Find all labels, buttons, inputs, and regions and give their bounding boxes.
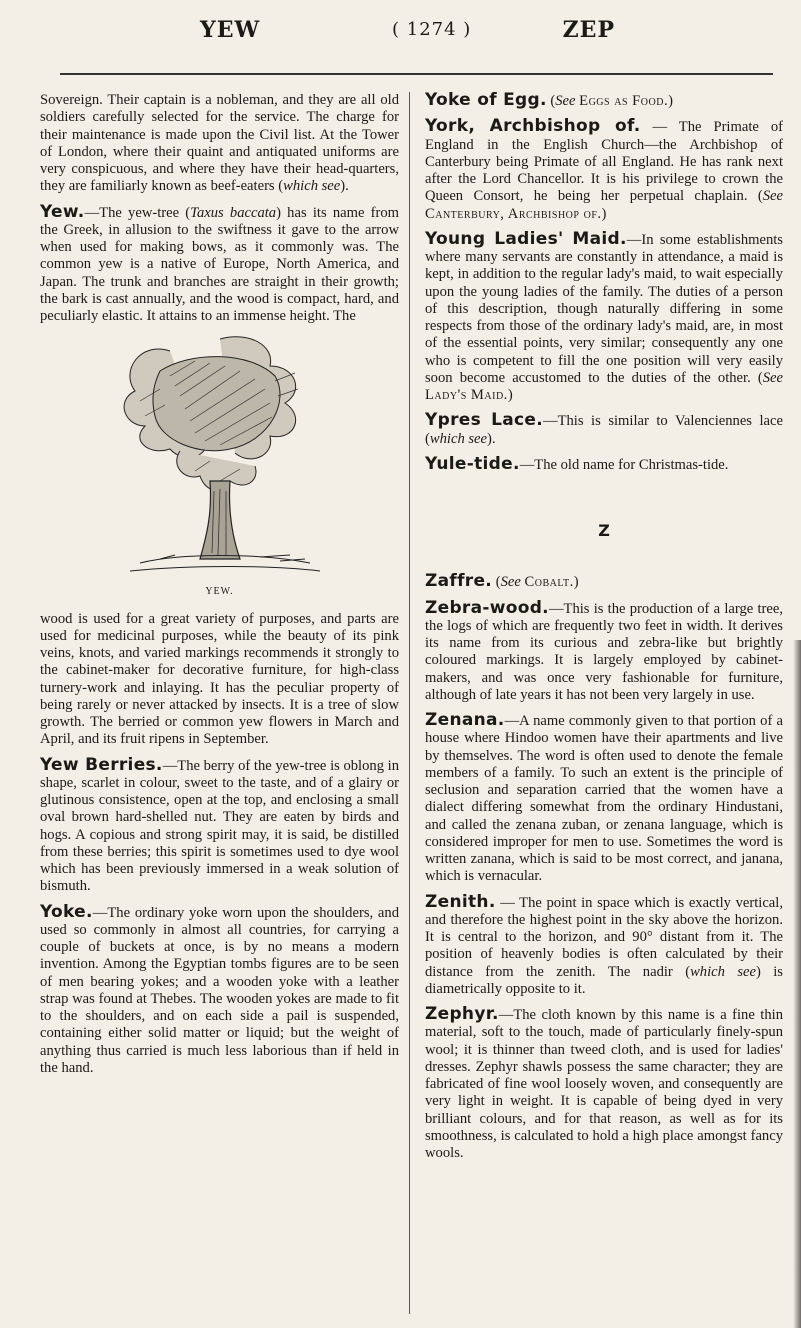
entry-yoke <box>40 901 399 1078</box>
headword-yew-berries: Yew Berries. <box>40 754 163 775</box>
header-rule <box>60 73 773 75</box>
headword-zebra-wood: Zebra-wood. <box>425 597 549 618</box>
entry-zebra-wood <box>425 597 783 705</box>
entry-young-ladies-maid: Young Ladies' Maid.—In some establishments where many servants are constantly in attendance, a maid is kept, in addition to the regular lady's maid, to wait especially upon the young ladies of the family. The duties of a person of this description, though naturally differing in some respects from those of the ordinary lady's maid, are, in most of the essential points, very similar; consequently any one who is competent to fill the one position will very easily soon become accustomed to the duties of the other. (See Lady's Maid.) <box>425 228 784 403</box>
york-text: — The Primate of England in the English Church—the Archbishop of Canterbury being Primate of all England. He has rank next after the Lord Chancellor. It is his privilege to crown the Queen Consort, he being her perpetual chaplain. <box>425 119 783 205</box>
entry-zenith <box>425 891 783 999</box>
headword-yoke-of-egg: Yoke of Egg. <box>425 90 547 110</box>
cross-ref: Eggs as Food. <box>579 93 669 109</box>
cross-ref-italic: which see <box>283 178 341 195</box>
header-right-word: ZEP <box>562 17 615 43</box>
entry-continuation <box>40 92 399 196</box>
figure-caption: YEW. <box>205 586 234 598</box>
left-column <box>40 92 399 1085</box>
headword-york: York, Archbishop of. <box>425 116 641 137</box>
headword-zephyr: Zephyr. <box>425 1004 499 1024</box>
headword-yew: Yew. <box>40 201 85 222</box>
entry-zaffre: Zaffre. (See Cobalt.) <box>425 571 579 592</box>
headword-ypres-lace: Ypres Lace. <box>425 410 543 431</box>
young-ladies-maid-text: —In some establishments where many servants are constantly in attendance, a maid is kept, in addition to the regular lady's maid, to wait especially upon the young ladies of the family. The duties of a person of this description, though naturally differing in some respects from those of the ordinary lady's maid, are, in most of the essential points, very similar; consequently any one who is competent to fill the one position will very easily soon become accustomed to the duties of the other. <box>425 231 783 386</box>
cross-ref: Lady's Maid. <box>425 387 508 403</box>
yule-text: —The old name for Christmas-tide. <box>519 456 729 473</box>
page-number: ( 1274 ) <box>392 19 472 40</box>
yoke-text: —The ordinary yoke worn upon the shoulders, and used so commonly in almost all countries, for carrying a couple of buckets at once, is by no means a modern invention. Among the Egyptian tombs figures are to be seen of men bearing yokes; and a wooden yoke with a leather strap was found at Thebes. The wooden yokes are made to fit to the shoulders, and on each side a pail is suspended, containing either solid matter or liquid; but the weight of anything thus carried is much less laborious than if held in the hand. <box>40 904 399 1076</box>
zephyr-text: —The cloth known by this name is a fine thin material, soft to the touch, made of particularly finely-spun wool; it is thinner than tweed cloth, and is used for ladies' dresses. Zephyr shawls possess the same character; they are fabricated of fine wool loosely woven, and consequently are very light in weight. It is capable of being dyed in very brilliant colours, and for that reason, as well as for its smoothness, is calculated to hold a high place amongst fancy wools. <box>425 1007 783 1161</box>
ypres-text: —This is similar to Valenciennes lace ( <box>425 413 783 447</box>
yew-tree-engraving <box>100 331 340 581</box>
cross-ref-italic: which see <box>690 963 756 980</box>
entry-zenana <box>425 712 783 886</box>
running-header <box>28 10 773 50</box>
entry-yew-berries <box>40 754 399 896</box>
cross-ref: Cobalt. <box>524 574 574 591</box>
entry-ypres-lace <box>425 412 783 448</box>
see-label: See <box>555 93 576 109</box>
see-label: See <box>500 574 521 591</box>
right-column <box>425 92 783 1170</box>
headword-yoke: Yoke. <box>40 901 93 922</box>
column-divider <box>409 92 410 1314</box>
entry-yew-continued <box>40 611 399 749</box>
cross-ref-italic: which see <box>429 430 488 447</box>
see-label: See <box>762 188 783 205</box>
yew-latin-name: Taxus baccata <box>190 204 277 221</box>
entry-zephyr <box>425 1006 783 1162</box>
zenith-text-a: — The point in space which is exactly vertical, and therefore the highest point in the sky above the horizon. It is central to the horizon, and 90° distant from it. The position of heavenly bodies is often calculated by their distance from the zenith. The nadir ( <box>425 894 783 980</box>
zenana-text: —A name commonly given to that portion of a house where Hindoo women have their apartments and live by themselves. The word is often used to denote the female members of a family. To such an extent is the principle of seclusion and separation carried that the women have a dialect differing somewhat from the ordinary Hindustani, and called the zenana zuban, or zenana language, which is considered improper for men to use. Sometimes the word is written zanana, which is said to be most correct, and janana, which is vernacular. <box>425 713 783 885</box>
yew-text-b: ) has its name from the Greek, in allusion to the swiftness it gave to the arrow when used for making bows, as it commonly was. The common yew is a native of Europe, North America, and Japan. The trunk and branches are straight in their growth; the bark is cast annually, and the wood is compact, hard, and peculiarly elastic. It attains to an immense height. The <box>40 204 400 324</box>
headword-zenith: Zenith. <box>425 891 496 912</box>
page-edge-shadow <box>793 640 801 1328</box>
entry-york-archbishop: York, Archbishop of. — The Primate of England in the English Church—the Archbishop of Canterbury being Primate of all England. He has rank next after the Lord Chancellor. It is his privilege to crown the Queen Consort, he being her perpetual chaplain. (See Canterbury, Archbishop of.) <box>425 116 783 222</box>
headword-yule-tide: Yule-tide. <box>425 453 520 474</box>
yew-tree-illustration <box>100 331 340 581</box>
headword-young-ladies-maid: Young Ladies' Maid. <box>425 228 627 249</box>
continuation-end: ). <box>340 178 349 195</box>
section-letter-z: Z <box>598 521 610 540</box>
headword-zenana: Zenana. <box>425 710 505 730</box>
continuation-text: Sovereign. Their captain is a nobleman, and they are all old soldiers carefully selected for the service. The charge for their maintenance is made upon the Civil list. At the Tower of London, where their quaint and antiquated uniforms are very conspicuous, and where they have their head-quarters, they are familiarly known as beef-eaters ( <box>40 92 399 195</box>
yew-text-c: wood is used for a great variety of purposes, and parts are used for medicinal purposes, while the beauty of its pink veins, knots, and varied markings recommends it strongly to the cabinet-maker for decorative furniture, for high-class turnery-work and inlaying. It has the peculiar property of being rarely or never attacked by insects. It is a tree of slow growth. The berried or common yew flowers in March and April, and its fruit ripens in September. <box>40 610 399 748</box>
yew-text-a: —The yew-tree ( <box>84 204 191 221</box>
entry-yoke-of-egg: Yoke of Egg. (See Eggs as Food.) <box>425 90 673 110</box>
header-left-word: YEW <box>200 17 261 43</box>
ypres-end: ). <box>487 430 496 447</box>
entry-yew <box>40 201 400 326</box>
zebra-text: —This is the production of a large tree, the logs of which are frequently two feet in width. It derives its name from its curious and zebra-like but brightly coloured markings. It is largely employed by cabinet-makers, and was once very fashionable for furniture, although of late years it has not been very largely in use. <box>425 600 783 703</box>
cross-ref: Canterbury, Archbishop of. <box>425 205 602 222</box>
headword-zaffre: Zaffre. <box>425 571 493 592</box>
zenith-text-b: ) is diametrically opposite to it. <box>425 963 783 997</box>
entry-yule-tide <box>425 453 783 474</box>
yew-berries-text: —The berry of the yew-tree is oblong in shape, scarlet in colour, sweet to the taste, and of a glairy or glutinous consistence, open at the top, and enclosing a small oval brown hard-shelled nut. They are eaten by birds and hogs. A copious and strong spirit may, it is said, be distilled from these berries; this spirit is sometimes used to dye wool which has been previously immersed in a weak solution of bismuth. <box>40 757 399 895</box>
see-label: See <box>762 369 784 386</box>
